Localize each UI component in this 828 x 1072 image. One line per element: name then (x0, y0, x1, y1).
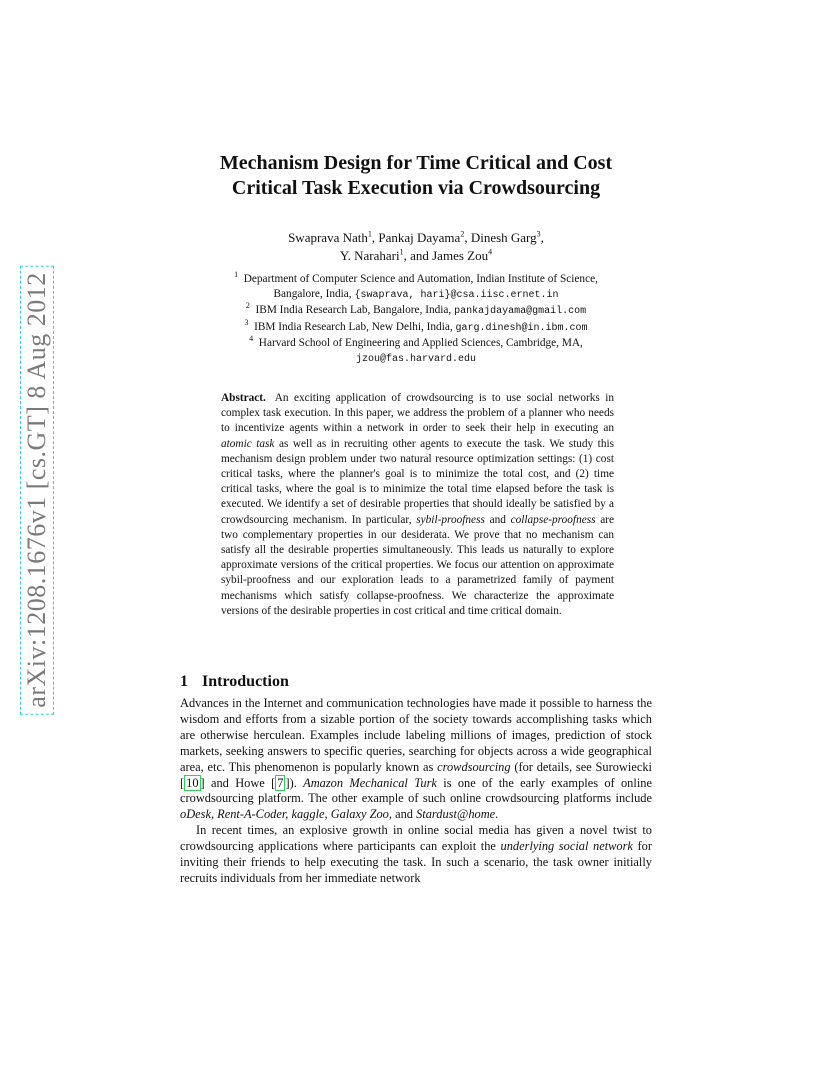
author-affiliation-mark: 1 (367, 229, 372, 239)
author-affiliation-mark: 4 (488, 247, 493, 257)
arxiv-identifier-stamp: arXiv:1208.1676v1 [cs.GT] 8 Aug 2012 (20, 265, 54, 714)
affiliation-list (180, 272, 652, 367)
body-text: In recent times, an explosive growth in online social media has given a novel twist to crowdsourcing applications where participants can exploit the (180, 823, 652, 854)
affiliation-number: 4 (249, 334, 254, 344)
affiliation-1-cont (180, 287, 652, 303)
author-name: James Zou (432, 248, 489, 263)
author-list: Swaprava Nath$^1$, Pankaj Dayama$^2$, Dinesh Garg$^3$, Y. Narahari$^1$, and James Zou$^4$ (288, 229, 544, 263)
title-line-1: Mechanism Design for Time Critical and Cost (219, 152, 613, 174)
abstract-text: An exciting application of crowdsourcing is to use social networks in complex task execution. In this paper, we address the problem of a planner who needs to incentivize agents within a network in order to seek their help in executing an (221, 392, 615, 435)
body-text: is one of the early examples of online crowdsourcing platform. The other example of such online crowdsourcing platforms include (180, 775, 652, 806)
body-emphasis: crowdsourcing (437, 759, 511, 774)
affiliation-text: IBM India Research Lab, New Delhi, India, (254, 320, 453, 333)
body-text: Advances in the Internet and communication technologies have made it possible to harness the wisdom and efforts from a sizable portion of the society towards accomplishing tasks which are otherwise herculean. Examples include labeling millions of images, prediction of stock markets, seeking answers to specific queries, searching for objects across a wide geographical area, etc. This phenomenon is popularly known as (180, 696, 652, 774)
section-title: Introduction (202, 673, 289, 690)
body-text: and Howe (210, 775, 265, 790)
affiliation-text: Department of Computer Science and Automation, Indian Institute of Science, (243, 273, 598, 285)
intro-paragraph-1: Advances in the Internet and communication technologies have made it possible to harness the wisdom and efforts from a sizable portion of the society towards accomplishing tasks which are otherwise herculean. Examples include labeling millions of images, prediction of stock markets, seeking answers to specific queries, searching for objects across a wide geographical area, etc. This phenomenon is popularly known as crowdsourcing (for details, see Surowiecki [ 10 ] and Howe [ 7 ]). Amazon Mechanical Turk is one of the early examples of online crowdsourcing platform. The other example of such online crowdsourcing platforms include oDesk, Rent-A-Coder, kaggle, Galaxy Zoo, and Stardust@home. (180, 696, 652, 822)
section-heading-introduction (180, 673, 289, 691)
author-name: Dinesh Garg (470, 230, 537, 245)
author-affiliation-mark: 2 (460, 229, 465, 239)
citation-link[interactable]: 10 (186, 775, 199, 790)
body-emphasis: Amazon Mechanical Turk (303, 775, 437, 790)
intro-paragraph-2 (180, 823, 652, 887)
body-text: and (395, 807, 413, 822)
citation-link[interactable]: 7 (277, 775, 284, 790)
paper-title (140, 151, 692, 201)
title-line-2: Critical Task Execution via Crowdsourcing (231, 177, 601, 199)
abstract-emphasis: sybil-proofness (416, 513, 485, 526)
abstract-emphasis: atomic task (221, 437, 275, 450)
body-text: ). (289, 775, 304, 790)
author-affiliation-mark: 3 (536, 229, 541, 239)
body-text: for inviting their friends to help executing the task. In such a scenario, the task owner initially recruits individuals from her immediate network (180, 839, 652, 885)
body-text: . (495, 807, 499, 822)
abstract (221, 391, 614, 619)
introduction-body (180, 696, 652, 887)
author-name: Pankaj Dayama (378, 230, 461, 245)
body-emphasis: Stardust@home (416, 807, 496, 822)
affiliation-text: Bangalore, India, (273, 288, 352, 301)
affiliation-text: IBM India Research Lab, Bangalore, India, (255, 304, 452, 317)
affiliation-number: 2 (245, 301, 250, 311)
abstract-label: Abstract. (221, 392, 266, 404)
affiliation-email: pankajdayama@gmail.com (454, 306, 587, 318)
author-name: Y. Narahari (339, 248, 400, 263)
body-text: (for details, see Surowiecki (514, 759, 652, 774)
affiliation-1 (180, 272, 652, 287)
section-number: 1 (180, 673, 188, 690)
affiliation-email: {swaprava, hari}@csa.iisc.ernet.in (354, 290, 559, 302)
abstract-text: are two complementary properties in our desiderata. We prove that no mechanism can satisfy all the desirable properties simultaneously. This leads us naturally to explore approximate versions of the critical properties. We focus our attention on approximate sybil-proofness and our exploration leads to a parametrized family of payment mechanisms which satisfy collapse-proofness. We characterize the approximate versions of the desirable properties in cost critical and time critical domain. (221, 513, 615, 617)
body-emphasis: underlying social network (500, 839, 633, 854)
affiliation-4-cont (180, 351, 652, 367)
abstract-text: as well as in recruiting other agents to execute the task. We study this mechanism design problem under two natural resource optimization settings: (1) cost critical tasks, where the planner's goal is to minimize the total cost, and (2) time critical tasks, where the goal is to minimize the total time elapsed before the task is executed. We identify a set of desirable properties that should ideally be satisfied by a crowdsourcing mechanism. In particular, (221, 437, 614, 526)
affiliation-2 (180, 303, 652, 319)
author-name: Swaprava Nath (288, 230, 368, 245)
affiliation-number: 3 (244, 317, 249, 327)
affiliation-email: garg.dinesh@in.ibm.com (455, 322, 588, 334)
body-emphasis: oDesk, Rent-A-Coder, kaggle, Galaxy Zoo, (180, 807, 392, 822)
author-affiliation-mark: 1 (399, 247, 404, 257)
affiliation-email: jzou@fas.harvard.edu (355, 354, 477, 366)
abstract-text: and (489, 513, 506, 526)
affiliation-number: 1 (234, 270, 239, 280)
abstract-emphasis: collapse-proofness (510, 513, 596, 526)
affiliation-text: Harvard School of Engineering and Applied Sciences, Cambridge, MA, (258, 336, 583, 349)
affiliation-4 (180, 336, 652, 351)
